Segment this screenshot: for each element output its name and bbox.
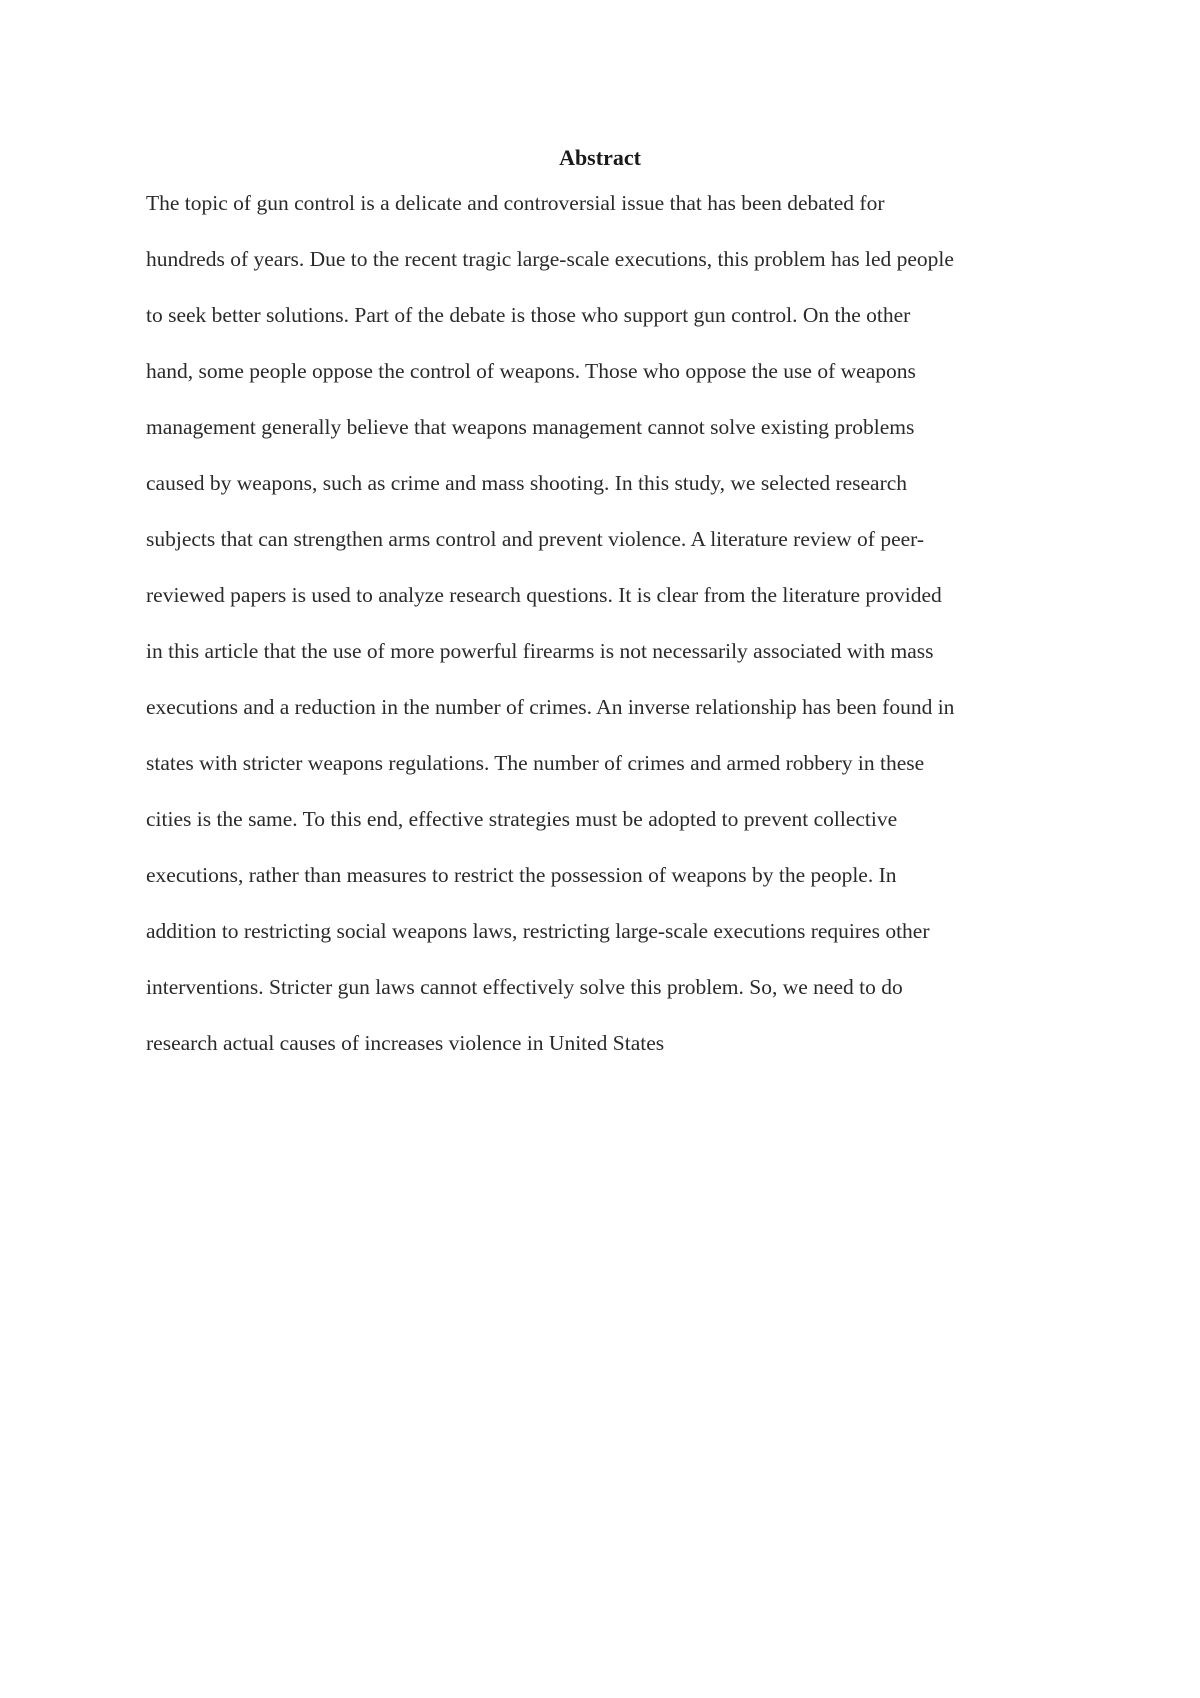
abstract-line: hand, some people oppose the control of weapons. Those who oppose the use of weapons — [146, 359, 916, 383]
abstract-line: research actual causes of increases violence in United States — [146, 1031, 665, 1055]
abstract-line: in this article that the use of more powerful firearms is not necessarily associated with mass — [146, 639, 934, 663]
abstract-body — [146, 187, 1096, 1083]
abstract-line: executions and a reduction in the number of crimes. An inverse relationship has been found in — [146, 695, 955, 719]
abstract-line: to seek better solutions. Part of the debate is those who support gun control. On the other — [146, 303, 911, 327]
abstract-line: caused by weapons, such as crime and mass shooting. In this study, we selected research — [146, 471, 908, 495]
abstract-line: subjects that can strengthen arms control and prevent violence. A literature review of peer- — [146, 527, 925, 551]
abstract-line: addition to restricting social weapons laws, restricting large-scale executions requires other — [146, 919, 930, 943]
abstract-line: reviewed papers is used to analyze research questions. It is clear from the literature provided — [146, 583, 942, 607]
abstract-line: management generally believe that weapons management cannot solve existing problems — [146, 415, 915, 439]
abstract-line: states with stricter weapons regulations. The number of crimes and armed robbery in these — [146, 751, 925, 775]
abstract-line: The topic of gun control is a delicate and controversial issue that has been debated for — [146, 191, 885, 215]
abstract-line: hundreds of years. Due to the recent tragic large-scale executions, this problem has led people — [146, 247, 954, 271]
abstract-heading: Abstract — [559, 145, 641, 170]
abstract-line: cities is the same. To this end, effective strategies must be adopted to prevent collective — [146, 807, 898, 831]
abstract-line: executions, rather than measures to restrict the possession of weapons by the people. In — [146, 863, 897, 887]
abstract-line: interventions. Stricter gun laws cannot effectively solve this problem. So, we need to do — [146, 975, 903, 999]
